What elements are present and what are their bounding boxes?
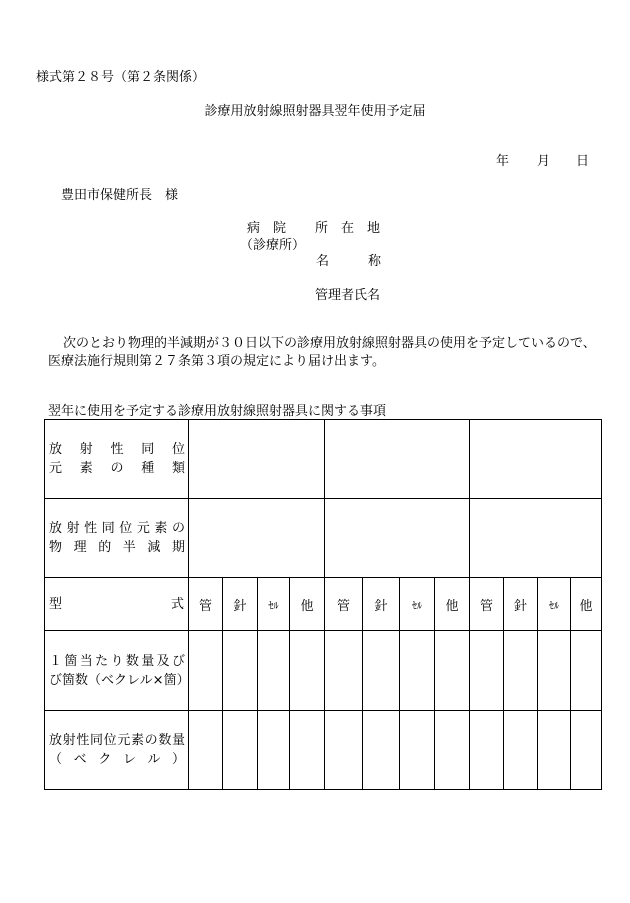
label-total-line2: （ベクレル） (49, 752, 185, 767)
date-day-label: 日 (576, 154, 590, 169)
cell-quantity[interactable] (290, 631, 325, 711)
cell-half-life-1[interactable] (189, 499, 325, 578)
subcol-tube-1: 管 (189, 578, 223, 631)
label-quantity-line2: び箇数（ベクレル×箇） (49, 672, 190, 688)
label-half-life-line2: 物理的半減期 (49, 540, 185, 555)
subcol-other-3: 他 (571, 578, 602, 631)
table-caption: 翌年に使用を予定する診療用放射線照射器具に関する事項 (48, 404, 387, 419)
cell-quantity[interactable] (435, 631, 470, 711)
cell-element-type-3[interactable] (470, 420, 602, 499)
addressee: 豊田市保健所長 様 (61, 188, 179, 203)
label-total-line1: 放射性同位元素の数量 (49, 733, 185, 748)
label-total (45, 711, 189, 790)
subcol-other-1: 他 (290, 578, 325, 631)
date-year-label: 年 (496, 154, 510, 169)
applicant-location-label: 所 在 地 (315, 221, 381, 236)
table-row-total (45, 711, 602, 790)
schedule-table (44, 419, 602, 790)
label-half-life (45, 499, 189, 578)
cell-half-life-2[interactable] (325, 499, 470, 578)
cell-total[interactable] (504, 711, 538, 790)
cell-total[interactable] (538, 711, 571, 790)
cell-quantity[interactable] (504, 631, 538, 711)
cell-total[interactable] (470, 711, 504, 790)
label-model (45, 578, 189, 631)
cell-quantity[interactable] (470, 631, 504, 711)
cell-total[interactable] (258, 711, 290, 790)
cell-quantity[interactable] (571, 631, 602, 711)
cell-total[interactable] (290, 711, 325, 790)
form-number: 様式第２８号（第２条関係） (36, 70, 206, 85)
cell-half-life-3[interactable] (470, 499, 602, 578)
subcol-cell-2: ｾﾙ (400, 578, 435, 631)
cell-total[interactable] (571, 711, 602, 790)
subcol-cell-1: ｾﾙ (258, 578, 290, 631)
applicant-clinic-label: （診療所） (240, 238, 306, 253)
label-quantity-line1: １箇当たり数量及び (49, 653, 185, 669)
table-row-half-life (45, 499, 602, 578)
table-row-element-type (45, 420, 602, 499)
applicant-administrator-label: 管理者氏名 (315, 288, 381, 303)
cell-quantity[interactable] (258, 631, 290, 711)
cell-total[interactable] (223, 711, 258, 790)
subcol-tube-2: 管 (325, 578, 363, 631)
label-element-type-line2: 元素の種類 (49, 461, 185, 476)
cell-quantity[interactable] (363, 631, 400, 711)
cell-quantity[interactable] (223, 631, 258, 711)
label-half-life-line1: 放射性同位元素の (49, 521, 185, 536)
label-model-left: 型 (49, 596, 63, 612)
subcol-needle-2: 針 (363, 578, 400, 631)
cell-element-type-1[interactable] (189, 420, 325, 499)
subcol-needle-1: 針 (223, 578, 258, 631)
date-month-label: 月 (537, 154, 551, 169)
label-model-right: 式 (170, 596, 184, 612)
label-element-type (45, 420, 189, 499)
subcol-other-2: 他 (435, 578, 470, 631)
body-line-2: 医療法施行規則第２７条第３項の規定により届け出ます。 (48, 354, 385, 369)
applicant-name-label: 名 称 (316, 254, 382, 269)
body-line-1: 次のとおり物理的半減期が３０日以下の診療用放射線照射器具の使用を予定しているので、 (63, 336, 596, 351)
cell-element-type-2[interactable] (325, 420, 470, 499)
cell-total[interactable] (325, 711, 363, 790)
cell-total[interactable] (400, 711, 435, 790)
table-row-model (45, 578, 602, 631)
label-quantity (45, 631, 189, 711)
cell-total[interactable] (189, 711, 223, 790)
table-row-quantity (45, 631, 602, 711)
subcol-cell-3: ｾﾙ (538, 578, 571, 631)
cell-quantity[interactable] (538, 631, 571, 711)
label-element-type-line1: 放射性同位 (49, 442, 185, 457)
cell-quantity[interactable] (325, 631, 363, 711)
cell-total[interactable] (363, 711, 400, 790)
body-text (48, 335, 613, 371)
applicant-hospital-label: 病 院 (247, 221, 287, 236)
cell-total[interactable] (435, 711, 470, 790)
cell-quantity[interactable] (189, 631, 223, 711)
subcol-tube-3: 管 (470, 578, 504, 631)
subcol-needle-3: 針 (504, 578, 538, 631)
cell-quantity[interactable] (400, 631, 435, 711)
document-title: 診療用放射線照射器具翌年使用予定届 (204, 104, 426, 119)
